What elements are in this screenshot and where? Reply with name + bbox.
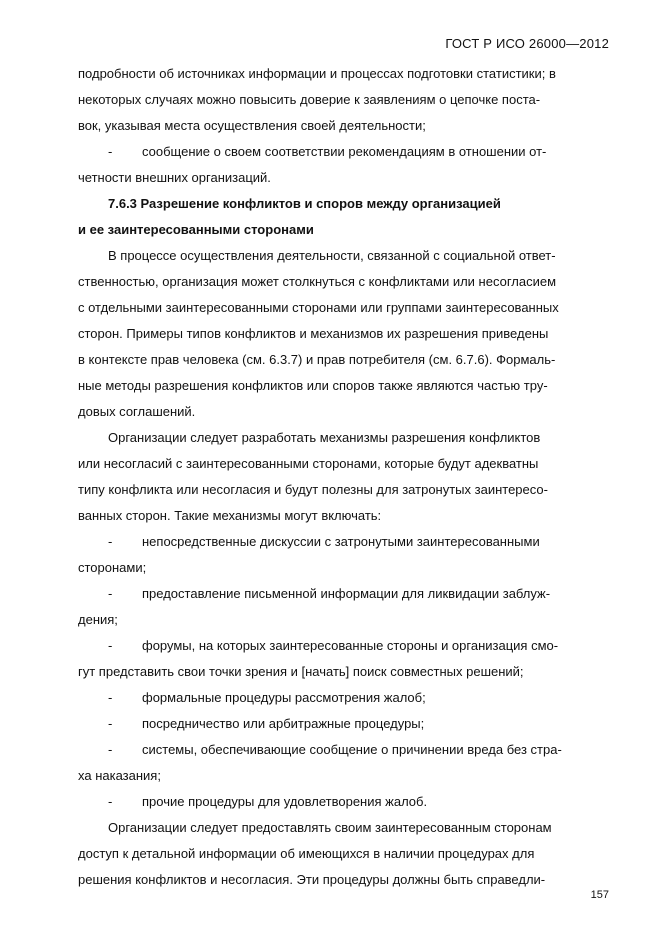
- bullet-marker: -: [108, 638, 113, 653]
- text-line: вок, указывая места осуществления своей деятельности;: [78, 118, 426, 133]
- text-line: дения;: [78, 612, 118, 627]
- bullet-marker: -: [108, 716, 113, 731]
- list-item: формальные процедуры рассмотрения жалоб;: [142, 690, 426, 705]
- list-item: непосредственные дискуссии с затронутыми заинтересованными: [142, 534, 540, 549]
- text-line: ные методы разрешения конфликтов или споров также являются частью тру-: [78, 378, 548, 393]
- text-line: доступ к детальной информации об имеющихся в наличии процедурах для: [78, 846, 535, 861]
- text-line: ванных сторон. Такие механизмы могут включать:: [78, 508, 382, 523]
- text-line: подробности об источниках информации и процессах подготовки статистики; в: [78, 66, 556, 81]
- text-line: сторон. Примеры типов конфликтов и механизмов их разрешения приведены: [78, 326, 549, 341]
- text-line: типу конфликта или несогласия и будут полезны для затронутых заинтересо-: [78, 482, 548, 497]
- list-item: предоставление письменной информации для ликвидации заблуж-: [142, 586, 551, 601]
- text-line: довых соглашений.: [78, 404, 196, 419]
- bullet-marker: -: [108, 534, 113, 549]
- bullet-marker: -: [108, 586, 113, 601]
- text-line: ственностью, организация может столкнуться с конфликтами или несогласием: [78, 274, 557, 289]
- bullet-marker: -: [108, 742, 113, 757]
- text-line: в контексте прав человека (см. 6.3.7) и прав потребителя (см. 6.7.6). Формаль-: [78, 352, 556, 367]
- bullet-marker: -: [108, 794, 113, 809]
- page-number: 157: [590, 889, 609, 901]
- section-heading: 7.6.3 Разрешение конфликтов и споров между организацией: [108, 196, 501, 211]
- document-header: ГОСТ Р ИСО 26000—2012: [445, 36, 609, 51]
- list-item: прочие процедуры для удовлетворения жалоб.: [142, 794, 428, 809]
- paragraph-line: Организации следует предоставлять своим заинтересованным сторонам: [108, 820, 552, 835]
- text-line: или несогласий с заинтересованными сторонами, которые будут адекватны: [78, 456, 539, 471]
- list-item: посредничество или арбитражные процедуры;: [142, 716, 425, 731]
- text-line: сторонами;: [78, 560, 147, 575]
- text-line: решения конфликтов и несогласия. Эти процедуры должны быть справедли-: [78, 872, 546, 887]
- text-line: ха наказания;: [78, 768, 161, 783]
- list-item: сообщение о своем соответствии рекомендациям в отношении от-: [142, 144, 547, 159]
- text-line: с отдельными заинтересованными сторонами или группами заинтересованных: [78, 300, 559, 315]
- bullet-marker: -: [108, 690, 113, 705]
- list-item: системы, обеспечивающие сообщение о причинении вреда без стра-: [142, 742, 562, 757]
- list-item: форумы, на которых заинтересованные стороны и организация смо-: [142, 638, 559, 653]
- section-heading-continued: и ее заинтересованными сторонами: [78, 222, 314, 237]
- text-line: некоторых случаях можно повысить доверие к заявлениям о цепочке поста-: [78, 92, 541, 107]
- bullet-marker: -: [108, 144, 113, 159]
- text-line: гут представить свои точки зрения и [начать] поиск совместных решений;: [78, 664, 524, 679]
- paragraph-line: В процессе осуществления деятельности, связанной с социальной ответ-: [108, 248, 556, 263]
- text-line: четности внешних организаций.: [78, 170, 271, 185]
- paragraph-line: Организации следует разработать механизмы разрешения конфликтов: [108, 430, 541, 445]
